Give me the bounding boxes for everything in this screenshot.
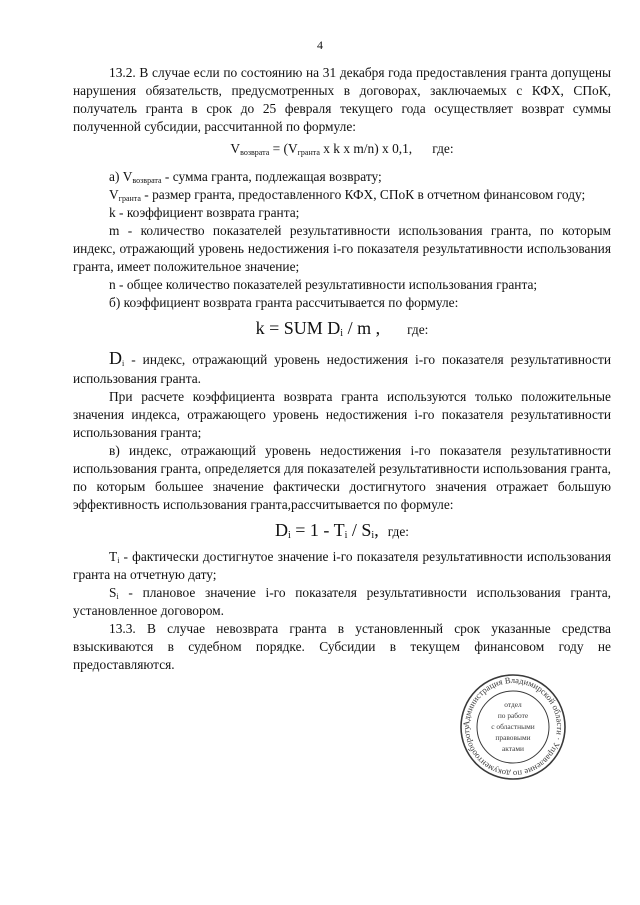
stamp-line: с областными: [491, 722, 535, 731]
item-n: n - общее количество показателей результативности использования гранта;: [109, 277, 538, 292]
item-v: в) индекс, отражающий уровень недостижения i-го показателя результативности использования гранта, определяется для показателей результативности использования гранта, по которым большее значение фактически достигнутого значения отражает большую эффективность использования гранта,рассчитывается по формуле:: [73, 443, 611, 512]
document-body: [73, 64, 611, 674]
stamp-line: отдел: [504, 700, 522, 709]
item-k: k - коэффициент возврата гранта;: [109, 205, 300, 220]
formula-return-amount: $V_{возврата} = (V_{гранта}$ x k x m/n) x 0,1, где:: [230, 141, 454, 157]
item-ti: $T_i$ - фактически достигнутое значение i-го показателя результативности использования гранта на отчетную дату;: [73, 549, 611, 582]
stamp-line: правовыми: [495, 733, 531, 742]
page-number: 4: [317, 38, 323, 52]
official-stamp: [448, 672, 578, 782]
formula-index: $D_i = 1 - T_i / S_i$, где:: [275, 520, 409, 541]
paragraph-13-3: 13.3. В случае невозврата гранта в установленный срок указанные средства взыскиваются в судебном порядке. Субсидии в текущем финансовом году не предоставляются.: [73, 621, 611, 672]
stamp-line: по работе: [497, 711, 529, 720]
item-si: $S_i$ - плановое значение i-го показателя результативности использования гранта, установленное договором.: [73, 585, 611, 618]
paragraph-calculation: При расчете коэффициента возврата гранта используются только положительные значения индекса, отражающего уровень недостижения i-го показателя результативности использования гранта;: [73, 389, 611, 440]
item-b: б) коэффициент возврата гранта рассчитывается по формуле:: [109, 295, 459, 310]
paragraph-13-2: 13.2. В случае если по состоянию на 31 декабря года предоставления гранта допущены нарушения обязательств, предусмотренных в договорах, заключаемых с КФХ, СПоК, получатель гранта в срок до 25 февраля текущего года осуществляет возврат суммы полученной субсидии, рассчитанной по формуле:: [73, 65, 611, 134]
item-v-grant: $V_{гранта}$ - размер гранта, предоставленного КФХ, СПоК в отчетном финансовом году;: [109, 187, 586, 203]
formula-coefficient: k = SUM $D_i$ / m , где:: [255, 318, 429, 339]
stamp-ring-text: Администрация Владимирской области · Управление по документообороту: [460, 674, 566, 780]
item-m: m - количество показателей результативности использования гранта, по которым индекс, отражающий уровень недостижения i-го показателя результативности использования гранта, имеет положительное значение;: [73, 223, 611, 274]
item-di: $D_i$ - индекс, отражающий уровень недостижения i-го показателя результативности использования гранта.: [73, 348, 611, 386]
item-a-v-return: а) $V_{возврата}$ - сумма гранта, подлежащая возврату;: [109, 169, 382, 185]
stamp-center-text: [491, 700, 534, 753]
stamp-line: актами: [501, 744, 525, 753]
